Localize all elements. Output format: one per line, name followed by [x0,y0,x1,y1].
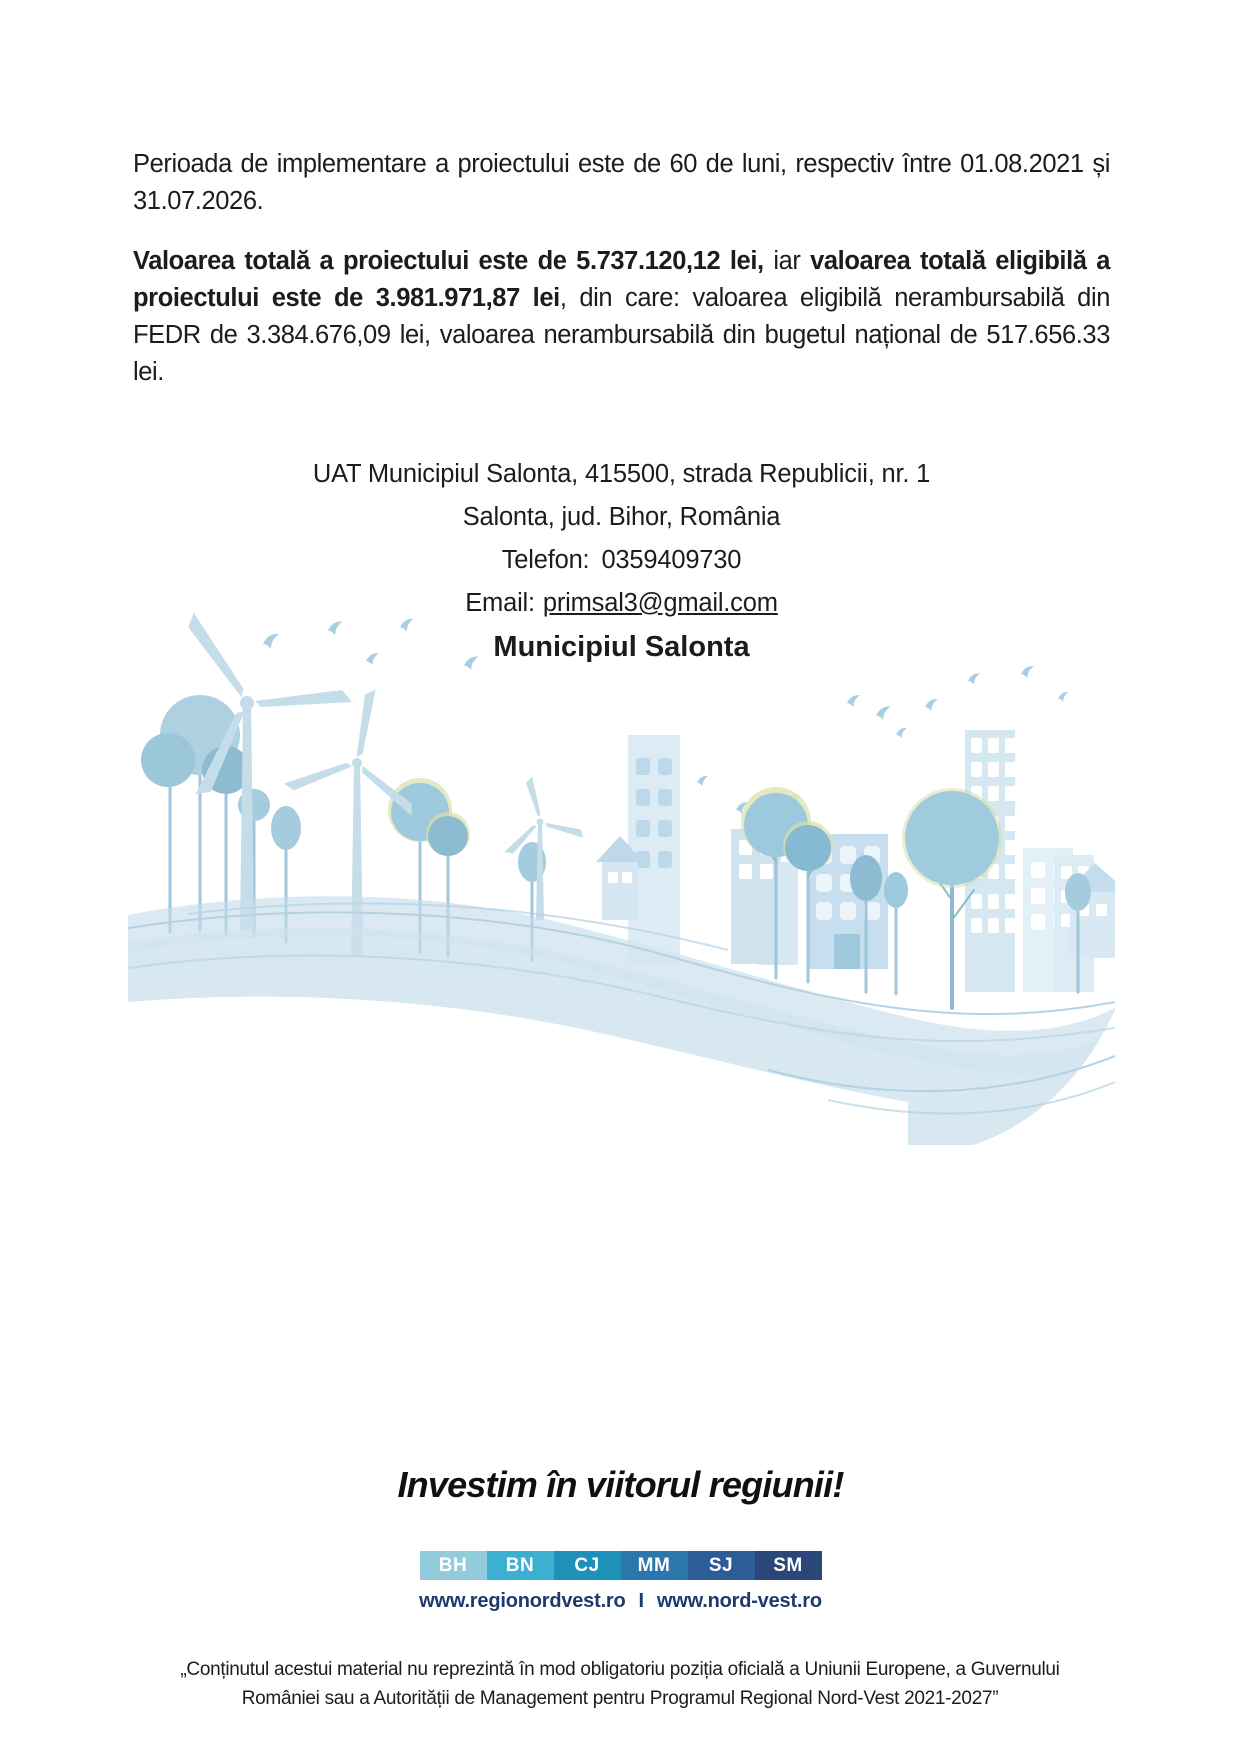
address-line-1: UAT Municipiul Salonta, 415500, strada Republicii, nr. 1 [312,460,931,488]
phone-number: 0359409730 [601,546,742,574]
website-link-regionordvest[interactable]: www.regionordvest.ro [419,1590,626,1612]
value-total-bold: Valoarea totală a proiectului este de 5.737.120,12 lei, [133,247,764,275]
websites-line [0,1590,1241,1613]
phone-line [133,539,1110,582]
badge-bh: BH [420,1551,487,1580]
value-sep: iar [763,247,811,275]
body-text [133,146,1110,669]
county-badges [0,1551,1241,1580]
email-link[interactable]: primsal3@gmail.com [542,589,778,617]
value-rest: , din care: valoarea eligibilă nerambursabilă din FEDR de 3.384.676,09 lei, valoarea nerambursabilă din bugetul național de 517.656.33 lei. [133,284,1110,386]
paragraph-project-value [133,243,1110,391]
disclaimer-text: „Conținutul acestui material nu reprezintă în mod obligatoriu poziția oficială a Uniunii Europene, a Guvernului României sau a Autorității de Management pentru Programul Regional Nord-Vest 2021-2027” [180,1659,1060,1709]
paragraph-implementation-period: Perioada de implementare a proiectului este de 60 de luni, respectiv între 01.08.2021 și 31.07.2026. [133,150,1110,215]
badge-cj: CJ [554,1551,621,1580]
slogan: Investim în viitorul regiunii! [397,1464,844,1505]
phone-label: Telefon: [501,546,590,574]
badge-sj: SJ [688,1551,755,1580]
address-line-2: Salonta, jud. Bihor, România [462,503,781,531]
badge-sm: SM [755,1551,822,1580]
organization-name: Municipiul Salonta [493,631,750,663]
badge-mm: MM [621,1551,688,1580]
cityscape-illustration [128,600,1115,1145]
website-link-nordvest[interactable]: www.nord-vest.ro [656,1590,822,1612]
value-eligible-bold: valoarea totală eligibilă a proiectului este de 3.981.971,87 lei [133,247,1110,312]
badge-bn: BN [487,1551,554,1580]
email-label: Email: [465,589,535,617]
website-divider: I [638,1590,644,1612]
